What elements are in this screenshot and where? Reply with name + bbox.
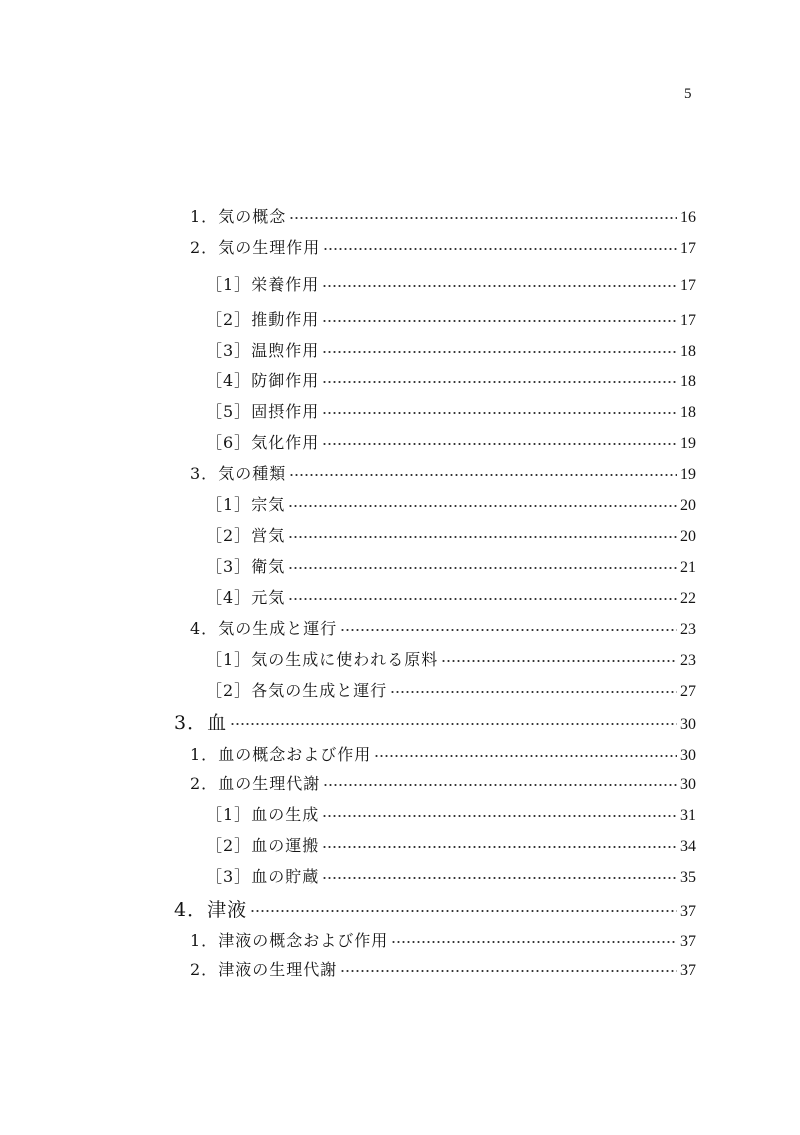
dot-leader <box>323 247 677 251</box>
toc-entry-page: 23 <box>680 621 696 638</box>
toc-entry <box>190 238 696 259</box>
toc-entry-number: ［1］ <box>206 805 252 824</box>
dot-leader <box>322 814 677 818</box>
toc-entry-page: 20 <box>680 528 696 545</box>
toc-entry-page: 31 <box>680 807 696 824</box>
toc-entry <box>206 681 696 702</box>
toc-entry-title: 津液の概念および作用 <box>218 931 389 950</box>
toc-entry <box>206 650 696 671</box>
toc-entry <box>190 774 696 795</box>
dot-leader <box>288 504 677 508</box>
toc-entry-title: 気の生理作用 <box>218 238 321 257</box>
dot-leader <box>288 535 677 539</box>
toc-entry-number: ［2］ <box>206 836 252 855</box>
toc-entry-title: 防御作用 <box>251 371 320 390</box>
toc-entry-title: 各気の生成と運行 <box>251 681 388 700</box>
dot-leader <box>390 690 677 694</box>
toc-entry-page: 34 <box>680 838 696 855</box>
toc-entry-page: 37 <box>680 903 696 920</box>
dot-leader <box>323 783 677 787</box>
toc-entry-number: 4． <box>190 619 219 638</box>
toc-entry-page: 35 <box>680 869 696 886</box>
dot-leader <box>288 597 677 601</box>
toc-entry-page: 27 <box>680 683 696 700</box>
toc-entry-number: 4． <box>174 899 208 921</box>
toc-entry-page: 19 <box>680 466 696 483</box>
dot-leader <box>322 411 677 415</box>
toc-entry-title: 血の運搬 <box>251 836 320 855</box>
toc-entry-page: 18 <box>680 373 696 390</box>
toc-entry-number: ［5］ <box>206 402 252 421</box>
toc-entry-number: 3． <box>174 712 208 734</box>
dot-leader <box>289 473 677 477</box>
dot-leader <box>374 754 677 758</box>
toc-entry <box>206 402 696 423</box>
toc-entry-title: 血の貯蔵 <box>251 867 320 886</box>
toc-entry <box>206 371 696 392</box>
toc-entry-number: ［4］ <box>206 371 252 390</box>
toc-entry-page: 37 <box>680 962 696 979</box>
toc-entry-page: 30 <box>680 747 696 764</box>
toc-entry-title: 推動作用 <box>251 310 320 329</box>
toc-entry-page: 30 <box>680 776 696 793</box>
toc-entry-number: 1． <box>190 931 219 950</box>
toc-entry <box>190 619 696 640</box>
toc-entry <box>190 931 696 952</box>
toc-entry-title: 固摂作用 <box>251 402 320 421</box>
dot-leader <box>289 216 677 220</box>
toc-entry-title: 元気 <box>251 588 286 607</box>
toc-entry-page: 16 <box>680 209 696 226</box>
toc-entry-title: 血の生理代謝 <box>218 774 321 793</box>
toc-entry-number: ［6］ <box>206 433 252 452</box>
toc-entry-page: 18 <box>680 404 696 421</box>
toc-entry-title: 気の生成と運行 <box>218 619 338 638</box>
toc-entry-number: ［1］ <box>206 650 252 669</box>
dot-leader <box>250 909 677 913</box>
toc-entry-page: 20 <box>680 497 696 514</box>
toc-entry-title: 宗気 <box>251 495 286 514</box>
toc-entry-page: 17 <box>680 240 696 257</box>
toc-entry <box>206 867 696 888</box>
toc-entry-number: ［2］ <box>206 310 252 329</box>
dot-leader <box>340 628 677 632</box>
toc-entry-page: 18 <box>680 343 696 360</box>
toc-entry-title: 気の概念 <box>218 207 287 226</box>
toc-entry-title: 血 <box>207 712 228 734</box>
toc-entry-title: 気化作用 <box>251 433 320 452</box>
toc-entry-page: 17 <box>680 312 696 329</box>
dot-leader <box>322 350 677 354</box>
toc-entry <box>206 588 696 609</box>
toc-entry-page: 37 <box>680 933 696 950</box>
dot-leader <box>322 845 677 849</box>
toc-entry-number: 2． <box>190 774 219 793</box>
toc-entry <box>206 805 696 826</box>
toc-entry <box>174 712 696 736</box>
toc-entry-number: ［4］ <box>206 588 252 607</box>
toc-entry <box>206 341 696 362</box>
toc-entry-page: 22 <box>680 590 696 607</box>
toc-entry-page: 17 <box>680 277 696 294</box>
toc-entry-page: 30 <box>680 716 696 733</box>
toc-entry-title: 津液の生理代謝 <box>218 960 338 979</box>
toc-entry <box>206 836 696 857</box>
dot-leader <box>322 380 677 384</box>
dot-leader <box>288 566 677 570</box>
toc-entry-number: 1． <box>190 207 219 226</box>
toc-entry-number: ［1］ <box>206 495 252 514</box>
toc-entry <box>190 960 696 981</box>
dot-leader <box>230 722 677 726</box>
toc-entry-number: 3． <box>190 464 219 483</box>
toc-entry-title: 血の概念および作用 <box>218 745 372 764</box>
page-number: 5 <box>684 86 692 102</box>
toc-entry <box>206 495 696 516</box>
toc-entry <box>206 433 696 454</box>
dot-leader <box>322 876 677 880</box>
toc-entry-title: 栄養作用 <box>251 275 320 294</box>
toc-entry <box>174 899 696 923</box>
dot-leader <box>322 319 677 323</box>
dot-leader <box>322 442 677 446</box>
toc-entry-number: 2． <box>190 238 219 257</box>
dot-leader <box>441 659 677 663</box>
toc-entry <box>206 275 696 296</box>
toc-entry-number: ［2］ <box>206 681 252 700</box>
toc-entry-title: 気の生成に使われる原料 <box>251 650 439 669</box>
toc-entry-title: 津液 <box>207 899 248 921</box>
toc-entry-page: 21 <box>680 559 696 576</box>
toc-entry-title: 血の生成 <box>251 805 320 824</box>
dot-leader <box>322 284 677 288</box>
toc-entry-title: 衛気 <box>251 557 286 576</box>
toc-entry-number: ［3］ <box>206 341 252 360</box>
toc-entry-number: ［1］ <box>206 275 252 294</box>
toc-entry-title: 営気 <box>251 526 286 545</box>
toc-entry <box>190 745 696 766</box>
toc-entry <box>190 464 696 485</box>
toc-entry-number: 2． <box>190 960 219 979</box>
toc-entry-title: 気の種類 <box>218 464 287 483</box>
dot-leader <box>340 969 677 973</box>
toc-entry <box>206 526 696 547</box>
toc-entry-number: ［2］ <box>206 526 252 545</box>
toc-entry-number: 1． <box>190 745 219 764</box>
toc-entry-title: 温煦作用 <box>251 341 320 360</box>
toc-entry-number: ［3］ <box>206 557 252 576</box>
toc-entry-number: ［3］ <box>206 867 252 886</box>
toc-entry <box>190 207 696 228</box>
toc-entry-page: 19 <box>680 435 696 452</box>
toc-entry-page: 23 <box>680 652 696 669</box>
toc-entry <box>206 310 696 331</box>
dot-leader <box>391 940 677 944</box>
toc-entry <box>206 557 696 578</box>
